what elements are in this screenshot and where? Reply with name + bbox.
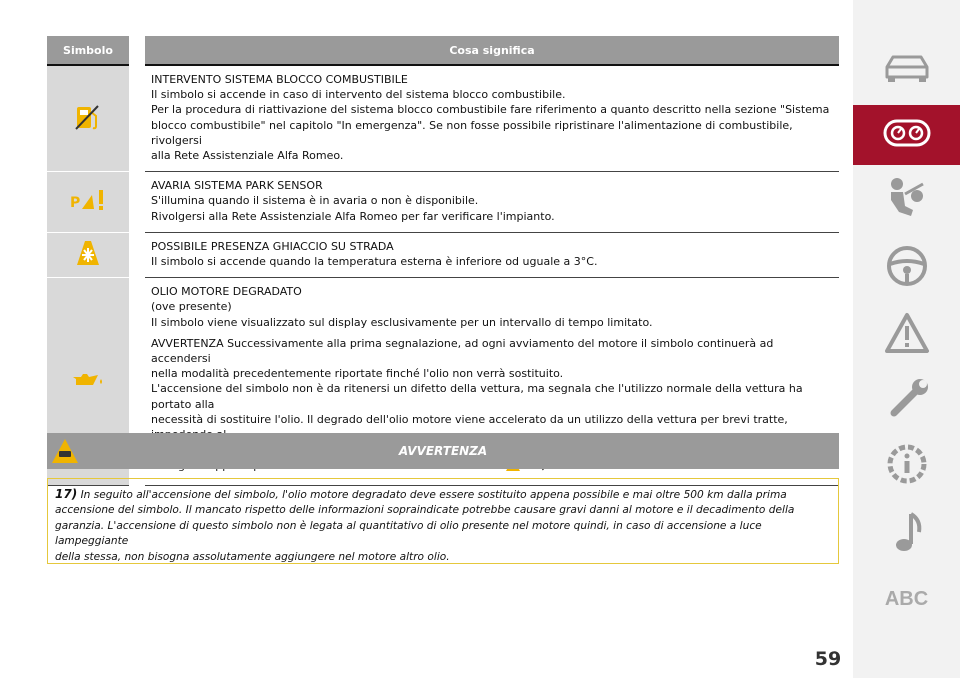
row-text: AVVERTENZA Successivamente alla prima segnalazione, ad ogni avviamento del motore il simbolo continuerà ad accendersi	[151, 336, 774, 366]
row-text: L'accensione del simbolo non è da ritenersi un difetto della vettura, ma segnala che l'utilizzo normale della vettura ha portato alla	[151, 382, 803, 411]
sidebar-item-emergency[interactable]	[853, 305, 960, 365]
ice-road-icon	[73, 253, 103, 272]
warning-text: della stessa, non bisogna assolutamente aggiungere nel motore altro olio.	[55, 550, 450, 563]
description-cell	[137, 232, 839, 277]
warning-number: 17)	[55, 487, 78, 501]
row-text: S'illumina quando il sistema è in avaria o non è disponibile.	[151, 194, 479, 208]
table-row	[47, 232, 839, 277]
sidebar-item-index[interactable]	[853, 569, 960, 629]
symbol-table-section	[47, 36, 839, 486]
sidebar-item-technical-data[interactable]	[853, 436, 960, 496]
sidebar-item-instruments[interactable]	[853, 105, 960, 165]
warning-text: garanzia. L'accensione di questo simbolo non è legata al quantitativo di olio presente nel motore quindi, in caso di accensione a luce lampeggiante	[55, 519, 762, 548]
park-sensor-fault-icon	[68, 195, 108, 219]
sidebar-item-safety[interactable]	[853, 170, 960, 230]
music-note-icon	[889, 510, 925, 558]
sidebar-item-maintenance[interactable]	[853, 372, 960, 432]
warning-text: In seguito all'accensione del simbolo, l'olio motore degradato deve essere sostituito appena possibile e mai oltre 500 km dalla prima	[80, 489, 787, 501]
instrument-panel-icon	[882, 118, 932, 152]
row-title: INTERVENTO SISTEMA BLOCCO COMBUSTIBILE	[151, 73, 408, 86]
row-text: Il simbolo si accende quando la temperatura esterna è inferiore od uguale a 3°C.	[151, 255, 598, 269]
warning-box	[47, 478, 839, 564]
sidebar-item-driving[interactable]	[853, 238, 960, 298]
header-symbol: Simbolo	[47, 36, 137, 65]
row-text: Il simbolo si accende in caso di intervento del sistema blocco combustibile.	[151, 88, 566, 102]
row-text: nella modalità precedentemente riportate finché l'olio non verrà sostituito.	[151, 367, 564, 381]
description-cell	[137, 65, 839, 172]
row-text: Il simbolo viene visualizzato sul display esclusivamente per un intervallo di tempo limitato.	[151, 315, 653, 329]
symbol-cell	[47, 65, 137, 172]
row-title: AVARIA SISTEMA PARK SENSOR	[151, 179, 323, 193]
warning-title: AVVERTENZA	[398, 444, 488, 458]
warning-text: accensione del simbolo. Il mancato rispetto delle informazioni sopraindicate potrebbe causare gravi danni al motore e il decadimento della	[55, 504, 795, 517]
table-row	[47, 65, 839, 172]
row-text: (ove presente)	[151, 300, 232, 314]
row-title: POSSIBILE PRESENZA GHIACCIO SU STRADA	[151, 239, 394, 253]
page-number: 59	[814, 648, 842, 670]
row-text: blocco combustibile" nel capitolo "In emergenza". Se non fosse possibile ripristinare l'alimentazione di combustibile, rivolgersi	[151, 118, 793, 147]
sidebar-item-multimedia[interactable]	[853, 504, 960, 564]
row-text: Per la procedura di riattivazione del sistema blocco combustibile fare riferimento a quanto descritto nella sezione "Sistema	[151, 103, 830, 117]
sidebar-index-label: ABC	[884, 587, 929, 610]
steering-wheel-icon	[885, 244, 929, 292]
table-header-row	[47, 36, 839, 65]
warning-triangle-icon	[884, 312, 930, 358]
info-gear-icon	[884, 441, 930, 491]
header-meaning: Cosa significa	[137, 36, 839, 65]
svg-text:P: P	[70, 195, 81, 212]
symbol-cell	[47, 232, 137, 277]
wrench-icon	[884, 377, 930, 427]
row-title: OLIO MOTORE DEGRADATO	[151, 285, 302, 299]
description-cell	[137, 172, 839, 233]
table-row	[47, 172, 839, 233]
row-text: alla Rete Assistenziale Alfa Romeo.	[151, 149, 344, 163]
degraded-oil-icon	[71, 374, 105, 393]
chapter-sidebar	[853, 0, 960, 678]
sidebar-item-car[interactable]	[853, 40, 960, 100]
row-text: Rivolgersi alla Rete Assistenziale Alfa Romeo per far verificare l'impianto.	[151, 209, 555, 223]
row-text: necessità di sostituire l'olio. Il degrado dell'olio motore viene accelerato da un utilizzo della vettura per brevi tratte,	[151, 412, 788, 426]
fuel-cutoff-icon	[73, 117, 103, 136]
car-icon	[883, 53, 931, 87]
warning-header	[47, 433, 839, 469]
symbol-table	[47, 36, 839, 486]
seat-safety-icon	[883, 176, 931, 224]
symbol-cell	[47, 172, 137, 233]
